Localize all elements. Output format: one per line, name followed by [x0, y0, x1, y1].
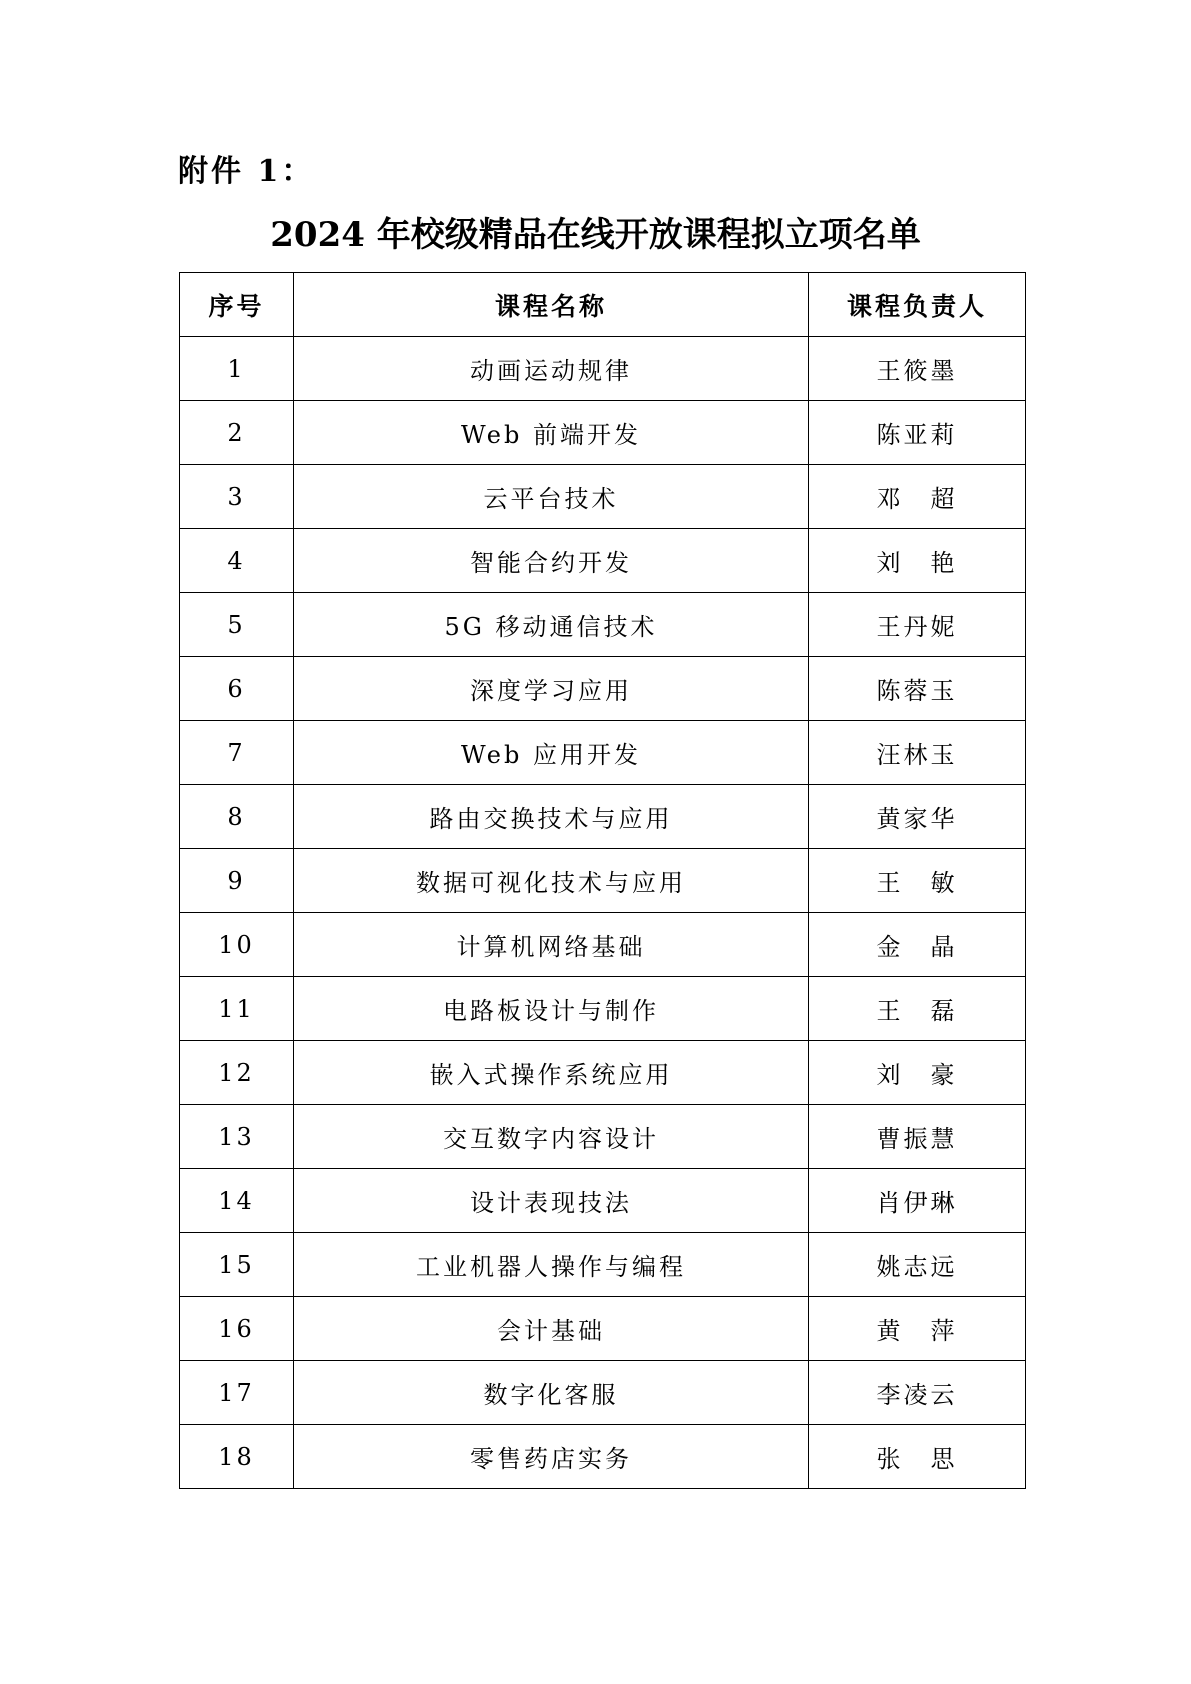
row-lead: 金 晶	[809, 913, 1026, 977]
row-course-name: 数据可视化技术与应用	[294, 849, 809, 913]
table-row	[180, 1425, 1026, 1489]
table-row	[180, 913, 1026, 977]
table-row	[180, 1233, 1026, 1297]
row-lead: 李凌云	[809, 1361, 1026, 1425]
row-lead: 姚志远	[809, 1233, 1026, 1297]
table-row	[180, 785, 1026, 849]
table-row	[180, 529, 1026, 593]
row-lead: 王丹妮	[809, 593, 1026, 657]
table-row	[180, 1297, 1026, 1361]
table-row	[180, 1169, 1026, 1233]
row-course-name: 5G 移动通信技术	[294, 593, 809, 657]
row-index: 14	[180, 1169, 294, 1233]
document-title: 2024 年校级精品在线开放课程拟立项名单	[270, 215, 921, 255]
row-index: 12	[180, 1041, 294, 1105]
row-index: 7	[180, 721, 294, 785]
header-row	[180, 273, 1026, 337]
row-index: 4	[180, 529, 294, 593]
table-body	[180, 337, 1026, 1489]
row-lead: 刘 艳	[809, 529, 1026, 593]
row-index: 8	[180, 785, 294, 849]
row-index: 10	[180, 913, 294, 977]
table-header	[180, 273, 1026, 337]
row-lead: 邓 超	[809, 465, 1026, 529]
row-index: 11	[180, 977, 294, 1041]
table-row	[180, 1041, 1026, 1105]
row-course-name: 嵌入式操作系统应用	[294, 1041, 809, 1105]
table-row	[180, 721, 1026, 785]
header-lead: 课程负责人	[809, 273, 1026, 337]
row-index: 2	[180, 401, 294, 465]
row-course-name: Web 应用开发	[294, 721, 809, 785]
row-index: 13	[180, 1105, 294, 1169]
row-course-name: Web 前端开发	[294, 401, 809, 465]
table-row	[180, 657, 1026, 721]
row-lead: 王 磊	[809, 977, 1026, 1041]
row-index: 5	[180, 593, 294, 657]
course-table	[179, 272, 1026, 1489]
row-lead: 陈亚莉	[809, 401, 1026, 465]
row-lead: 王筱墨	[809, 337, 1026, 401]
row-index: 6	[180, 657, 294, 721]
row-course-name: 动画运动规律	[294, 337, 809, 401]
row-lead: 刘 豪	[809, 1041, 1026, 1105]
header-course-name: 课程名称	[294, 273, 809, 337]
table-row	[180, 465, 1026, 529]
row-index: 15	[180, 1233, 294, 1297]
row-lead: 肖伊琳	[809, 1169, 1026, 1233]
row-course-name: 计算机网络基础	[294, 913, 809, 977]
row-course-name: 会计基础	[294, 1297, 809, 1361]
table-row	[180, 849, 1026, 913]
row-index: 17	[180, 1361, 294, 1425]
row-course-name: 工业机器人操作与编程	[294, 1233, 809, 1297]
row-course-name: 云平台技术	[294, 465, 809, 529]
table-row	[180, 337, 1026, 401]
table-row	[180, 1361, 1026, 1425]
row-lead: 张 思	[809, 1425, 1026, 1489]
table-row	[180, 977, 1026, 1041]
row-course-name: 电路板设计与制作	[294, 977, 809, 1041]
row-course-name: 零售药店实务	[294, 1425, 809, 1489]
row-index: 3	[180, 465, 294, 529]
row-course-name: 交互数字内容设计	[294, 1105, 809, 1169]
row-lead: 黄 萍	[809, 1297, 1026, 1361]
row-index: 16	[180, 1297, 294, 1361]
table-row	[180, 1105, 1026, 1169]
table-row	[180, 593, 1026, 657]
row-course-name: 深度学习应用	[294, 657, 809, 721]
row-lead: 汪林玉	[809, 721, 1026, 785]
row-course-name: 设计表现技法	[294, 1169, 809, 1233]
row-lead: 曹振慧	[809, 1105, 1026, 1169]
table-row	[180, 401, 1026, 465]
attachment-label: 附件 1：	[178, 154, 315, 189]
row-index: 18	[180, 1425, 294, 1489]
row-course-name: 路由交换技术与应用	[294, 785, 809, 849]
row-lead: 黄家华	[809, 785, 1026, 849]
row-lead: 王 敏	[809, 849, 1026, 913]
row-course-name: 智能合约开发	[294, 529, 809, 593]
row-lead: 陈蓉玉	[809, 657, 1026, 721]
row-course-name: 数字化客服	[294, 1361, 809, 1425]
header-index: 序号	[180, 273, 294, 337]
row-index: 9	[180, 849, 294, 913]
row-index: 1	[180, 337, 294, 401]
